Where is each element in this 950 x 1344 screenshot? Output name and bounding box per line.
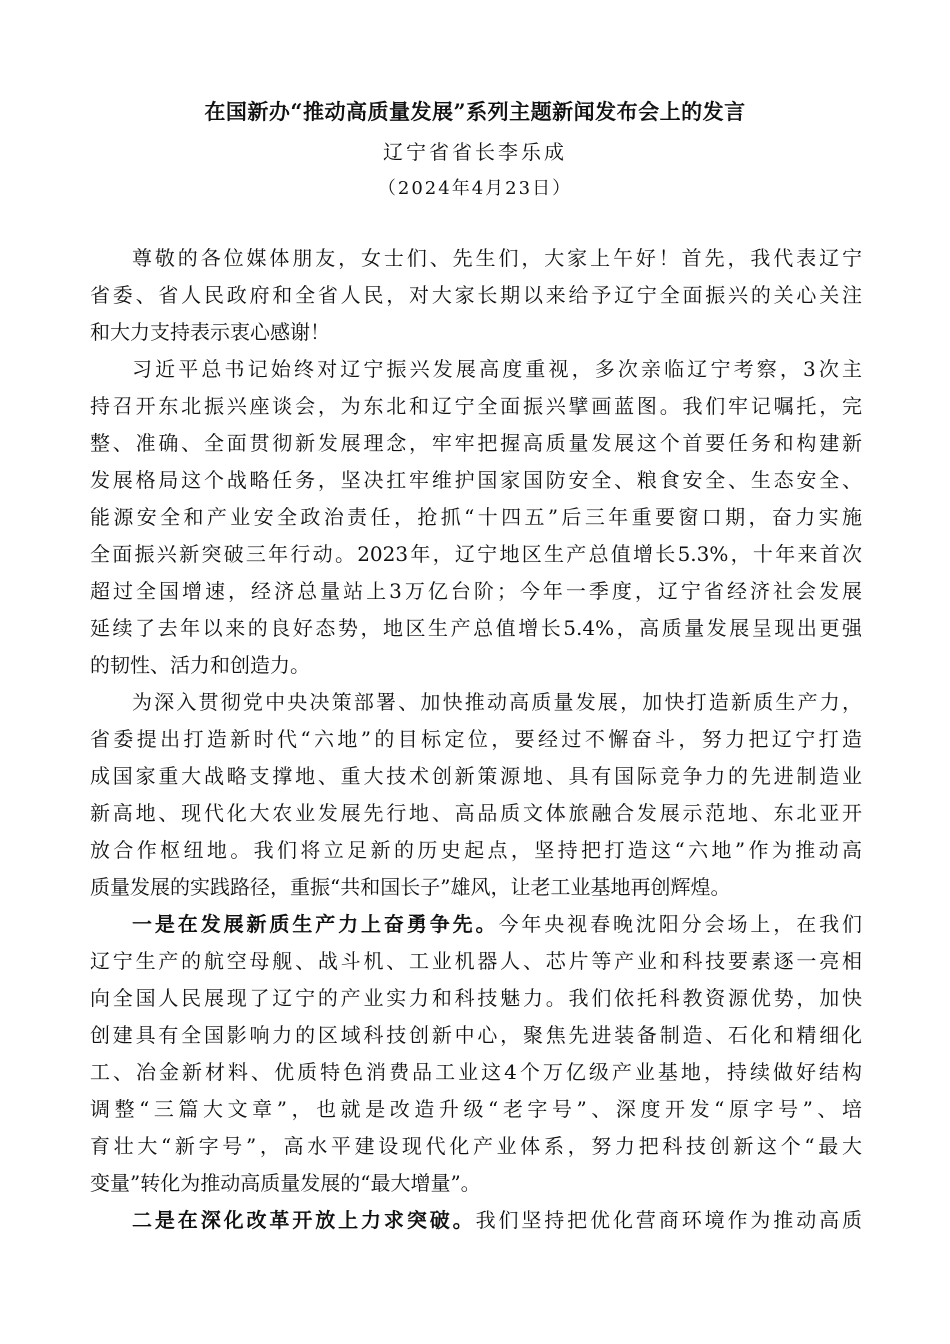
paragraph-six-places [90,684,862,906]
paragraph-line: 发展格局这个战略任务，坚决扛牢维护国家国防安全、粮食安全、生态安全、 [90,468,862,492]
paragraph-line: 成国家重大战略支撑地、重大技术创新策源地、具有国际竞争力的先进制造业 [90,764,862,788]
paragraph-line: 尊敬的各位媒体朋友，女士们、先生们，大家上午好！首先，我代表辽宁 [132,246,862,270]
paragraph-line: 新高地、现代化大农业发展先行地、高品质文体旅融合发展示范地、东北亚开 [90,801,862,825]
paragraph-review [90,351,862,684]
paragraph-line: 辽宁生产的航空母舰、战斗机、工业机器人、芯片等产业和科技要素逐一亮相 [90,949,862,973]
document-title: 在国新办“推动高质量发展”系列主题新闻发布会上的发言 [204,99,746,124]
paragraph-line: 省委、省人民政府和全省人民，对大家长期以来给予辽宁全面振兴的关心关注 [90,283,862,307]
paragraph-line: 变量”转化为推动高质量发展的“最大增量”。 [90,1171,481,1195]
paragraph-line: 工、冶金新材料、优质特色消费品工业这4个万亿级产业基地，持续做好结构 [90,1060,862,1084]
paragraph-line: 向全国人民展现了辽宁的产业实力和科技魅力。我们依托科教资源优势，加快 [90,986,862,1010]
paragraph-line: 超过全国增速，经济总量站上3万亿台阶；今年一季度，辽宁省经济社会发展 [90,579,862,603]
paragraph-line: 为深入贯彻党中央决策部署、加快推动高质量发展，加快打造新质生产力， [132,690,862,714]
paragraph-line: 质量发展的实践路径，重振“共和国长子”雄风，让老工业基地再创辉煌。 [90,875,731,899]
paragraph-greeting [90,240,862,351]
paragraph-line: 调整“三篇大文章”，也就是改造升级“老字号”、深度开发“原字号”、培 [90,1097,862,1121]
paragraph-line: 整、准确、全面贯彻新发展理念，牢牢把握高质量发展这个首要任务和构建新 [90,431,862,455]
paragraph-line: 习近平总书记始终对辽宁振兴发展高度重视，多次亲临辽宁考察，3次主 [132,357,862,381]
document-date: （2024年4月23日） [377,178,573,199]
paragraph-line: 全面振兴新突破三年行动。2023年，辽宁地区生产总值增长5.3%，十年来首次 [90,542,862,566]
paragraph-line [90,906,862,943]
paragraph-line-text: 今年央视春晚沈阳分会场上，在我们 [498,912,863,936]
paragraph-line: 育壮大“新字号”，高水平建设现代化产业体系，努力把科技创新这个“最大 [90,1134,862,1158]
paragraph-line: 能源安全和产业安全政治责任，抢抓“十四五”后三年重要窗口期，奋力实施 [90,505,862,529]
paragraph-line: 放合作枢纽地。我们将立足新的历史起点，坚持把打造这“六地”作为推动高 [90,838,862,862]
document-author: 辽宁省省长李乐成 [383,140,567,164]
paragraph-line: 的韧性、活力和创造力。 [90,653,310,677]
paragraph-line: 延续了去年以来的良好态势，地区生产总值增长5.4%，高质量发展呈现出更强 [90,616,862,640]
paragraph-line: 持召开东北振兴座谈会，为东北和辽宁全面振兴擘画蓝图。我们牢记嘱托，完 [90,394,862,418]
paragraph-line: 省委提出打造新时代“六地”的目标定位，要经过不懈奋斗，努力把辽宁打造 [90,727,862,751]
paragraph-lead: 二是在深化改革开放上力求突破。 [132,1208,476,1232]
paragraph-lead: 一是在发展新质生产力上奋勇争先。 [132,912,499,936]
paragraph-line-text: 我们坚持把优化营商环境作为推动高质 [475,1208,863,1232]
paragraph-line: 和大力支持表示衷心感谢！ [90,320,330,344]
paragraph-line: 创建具有全国影响力的区域科技创新中心，聚焦先进装备制造、石化和精细化 [90,1023,862,1047]
paragraph-point-one [90,906,862,1202]
paragraph-point-two [90,1202,862,1239]
paragraph-line [90,1202,862,1239]
document-body [90,240,862,1239]
